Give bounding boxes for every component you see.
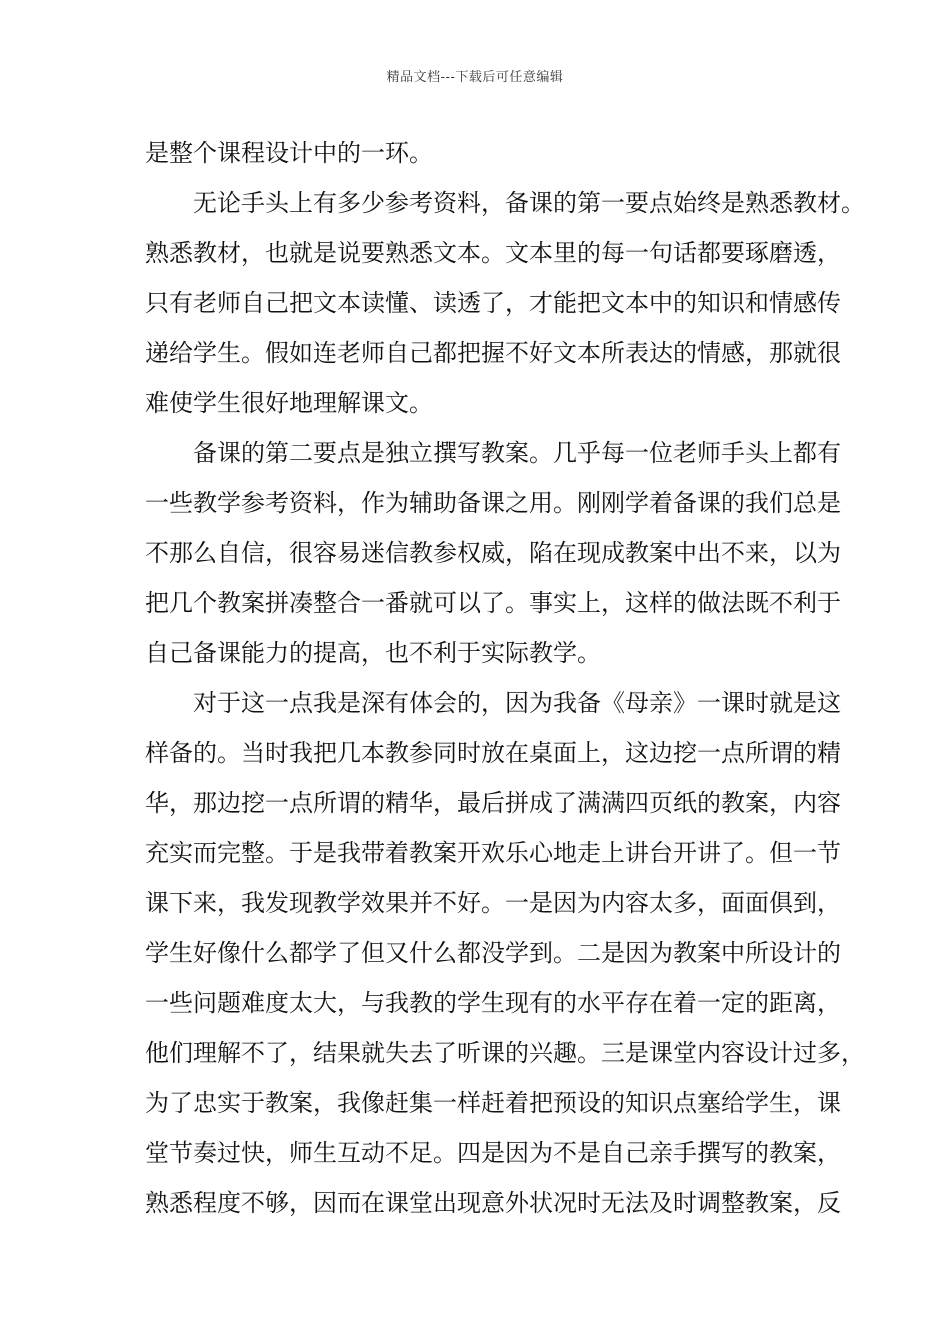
text-line: 对于这一点我是深有体会的，因为我备《母亲》一课时就是这 [193, 689, 841, 717]
text-line: 无论手头上有多少参考资料，备课的第一要点始终是熟悉教材。 [193, 189, 865, 217]
text-line: 把几个教案拼凑整合一番就可以了。事实上，这样的做法既不利于 [145, 589, 841, 617]
text-line: 是整个课程设计中的一环。 [145, 139, 433, 167]
text-line: 充实而完整。于是我带着教案开欢乐心地走上讲台开讲了。但一节 [145, 839, 841, 867]
text-line: 为了忠实于教案，我像赶集一样赶着把预设的知识点塞给学生，课 [145, 1089, 841, 1117]
body-text [145, 128, 865, 1228]
text-line: 一些问题难度太大，与我教的学生现有的水平存在着一定的距离， [145, 989, 841, 1017]
text-line: 难使学生很好地理解课文。 [145, 389, 433, 417]
page-header: 精品文档---下载后可任意编辑 [386, 70, 564, 85]
text-line: 课下来，我发现教学效果并不好。一是因为内容太多，面面俱到， [145, 889, 841, 917]
text-line: 学生好像什么都学了但又什么都没学到。二是因为教案中所设计的 [145, 939, 841, 967]
text-line: 他们理解不了，结果就失去了听课的兴趣。三是课堂内容设计过多， [145, 1039, 865, 1067]
text-line: 熟悉程度不够，因而在课堂出现意外状况时无法及时调整教案，反 [145, 1189, 841, 1217]
text-line: 一些教学参考资料，作为辅助备课之用。刚刚学着备课的我们总是 [145, 489, 841, 517]
text-line: 递给学生。假如连老师自己都把握不好文本所表达的情感，那就很 [145, 339, 841, 367]
text-line: 只有老师自己把文本读懂、读透了，才能把文本中的知识和情感传 [145, 289, 841, 317]
text-line: 熟悉教材，也就是说要熟悉文本。文本里的每一句话都要琢磨透， [145, 239, 841, 267]
text-line: 自己备课能力的提高，也不利于实际教学。 [145, 639, 601, 667]
text-line: 华，那边挖一点所谓的精华，最后拼成了满满四页纸的教案，内容 [145, 789, 841, 817]
text-line: 堂节奏过快，师生互动不足。四是因为不是自己亲手撰写的教案， [145, 1139, 841, 1167]
text-line: 备课的第二要点是独立撰写教案。几乎每一位老师手头上都有 [193, 439, 841, 467]
text-line: 样备的。当时我把几本教参同时放在桌面上，这边挖一点所谓的精 [145, 739, 841, 767]
text-line: 不那么自信，很容易迷信教参权威，陷在现成教案中出不来，以为 [145, 539, 841, 567]
